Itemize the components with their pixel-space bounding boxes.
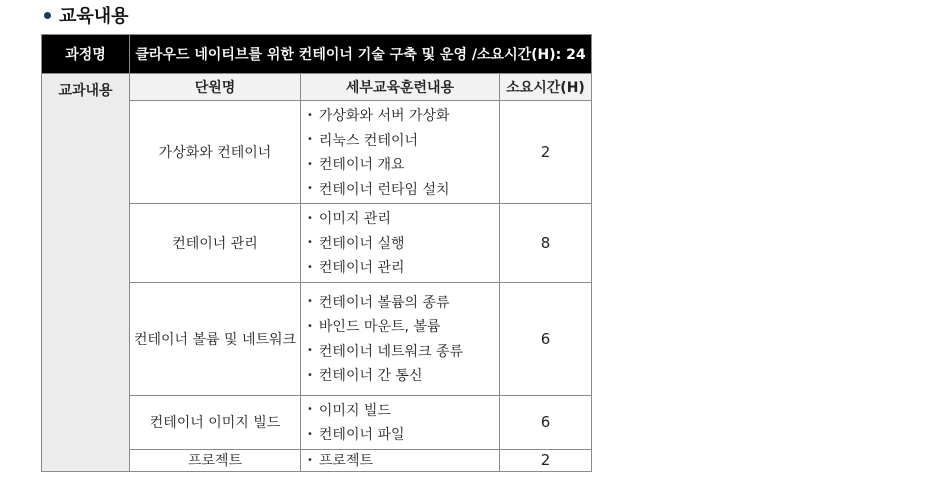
detail-text: 리눅스 컨테이너 bbox=[318, 132, 419, 149]
bullet-icon: • bbox=[307, 212, 313, 224]
bullet-icon: • bbox=[307, 183, 313, 195]
unit-hours: 6 bbox=[500, 282, 592, 395]
bullet-icon: • bbox=[307, 237, 313, 249]
bullet-icon bbox=[44, 12, 51, 19]
detail-text: 가상화와 서버 가상화 bbox=[318, 108, 450, 125]
bullet-icon: • bbox=[307, 261, 313, 273]
detail-list bbox=[301, 282, 500, 395]
detail-list bbox=[301, 204, 500, 283]
list-item bbox=[307, 206, 493, 231]
detail-text: 바인드 마운트, 볼륨 bbox=[318, 319, 441, 336]
bullet-icon: • bbox=[307, 134, 313, 146]
list-item bbox=[307, 398, 493, 423]
bullet-icon: • bbox=[307, 454, 313, 466]
list-item bbox=[307, 339, 493, 364]
detail-text: 컨테이너 간 통신 bbox=[318, 368, 423, 385]
bullet-icon: • bbox=[307, 428, 313, 440]
list-item bbox=[307, 177, 493, 202]
bullet-icon: • bbox=[307, 158, 313, 170]
detail-text: 이미지 관리 bbox=[318, 211, 391, 228]
column-header-row bbox=[42, 74, 592, 101]
detail-text: 프로젝트 bbox=[318, 453, 374, 469]
course-label: 과정명 bbox=[42, 35, 130, 74]
detail-text: 컨테이너 개요 bbox=[318, 157, 405, 174]
course-header-row bbox=[42, 35, 592, 74]
bullet-icon: • bbox=[307, 404, 313, 416]
list-item bbox=[307, 152, 493, 177]
list-item bbox=[307, 255, 493, 280]
detail-list bbox=[301, 395, 500, 449]
detail-list bbox=[301, 449, 500, 471]
detail-text: 컨테이너 실행 bbox=[318, 235, 405, 252]
bullet-icon: • bbox=[307, 369, 313, 381]
detail-text: 컨테이너 파일 bbox=[318, 427, 405, 444]
list-item bbox=[307, 450, 493, 470]
list-item bbox=[307, 231, 493, 256]
section-heading bbox=[44, 2, 129, 28]
unit-name: 컨테이너 이미지 빌드 bbox=[130, 395, 301, 449]
unit-hours: 2 bbox=[500, 449, 592, 471]
list-item bbox=[307, 363, 493, 388]
detail-list bbox=[301, 101, 500, 204]
list-item bbox=[307, 290, 493, 315]
column-header-unit: 단원명 bbox=[130, 74, 301, 101]
unit-hours: 2 bbox=[500, 101, 592, 204]
column-header-hours: 소요시간(H) bbox=[500, 74, 592, 101]
detail-text: 컨테이너 관리 bbox=[318, 260, 405, 277]
unit-hours: 6 bbox=[500, 395, 592, 449]
detail-text: 컨테이너 네트워크 종류 bbox=[318, 343, 464, 360]
unit-name: 프로젝트 bbox=[130, 449, 301, 471]
unit-name: 컨테이너 관리 bbox=[130, 204, 301, 283]
unit-name: 가상화와 컨테이너 bbox=[130, 101, 301, 204]
section-title: 교육내용 bbox=[59, 6, 129, 27]
course-title: 클라우드 네이티브를 위한 컨테이너 기술 구축 및 운영 /소요시간(H): 24 bbox=[130, 35, 592, 74]
bullet-icon: • bbox=[307, 109, 313, 121]
detail-text: 이미지 빌드 bbox=[318, 402, 391, 419]
bullet-icon: • bbox=[307, 320, 313, 332]
detail-text: 컨테이너 런타임 설치 bbox=[318, 181, 450, 198]
list-item bbox=[307, 422, 493, 447]
bullet-icon: • bbox=[307, 296, 313, 308]
list-item bbox=[307, 103, 493, 128]
side-label: 교과내용 bbox=[42, 74, 130, 472]
list-item bbox=[307, 128, 493, 153]
column-header-details: 세부교육훈련내용 bbox=[301, 74, 500, 101]
bullet-icon: • bbox=[307, 345, 313, 357]
unit-name: 컨테이너 볼륨 및 네트워크 bbox=[130, 282, 301, 395]
curriculum-table bbox=[41, 34, 592, 472]
list-item bbox=[307, 314, 493, 339]
detail-text: 컨테이너 볼륨의 종류 bbox=[318, 294, 450, 311]
unit-hours: 8 bbox=[500, 204, 592, 283]
